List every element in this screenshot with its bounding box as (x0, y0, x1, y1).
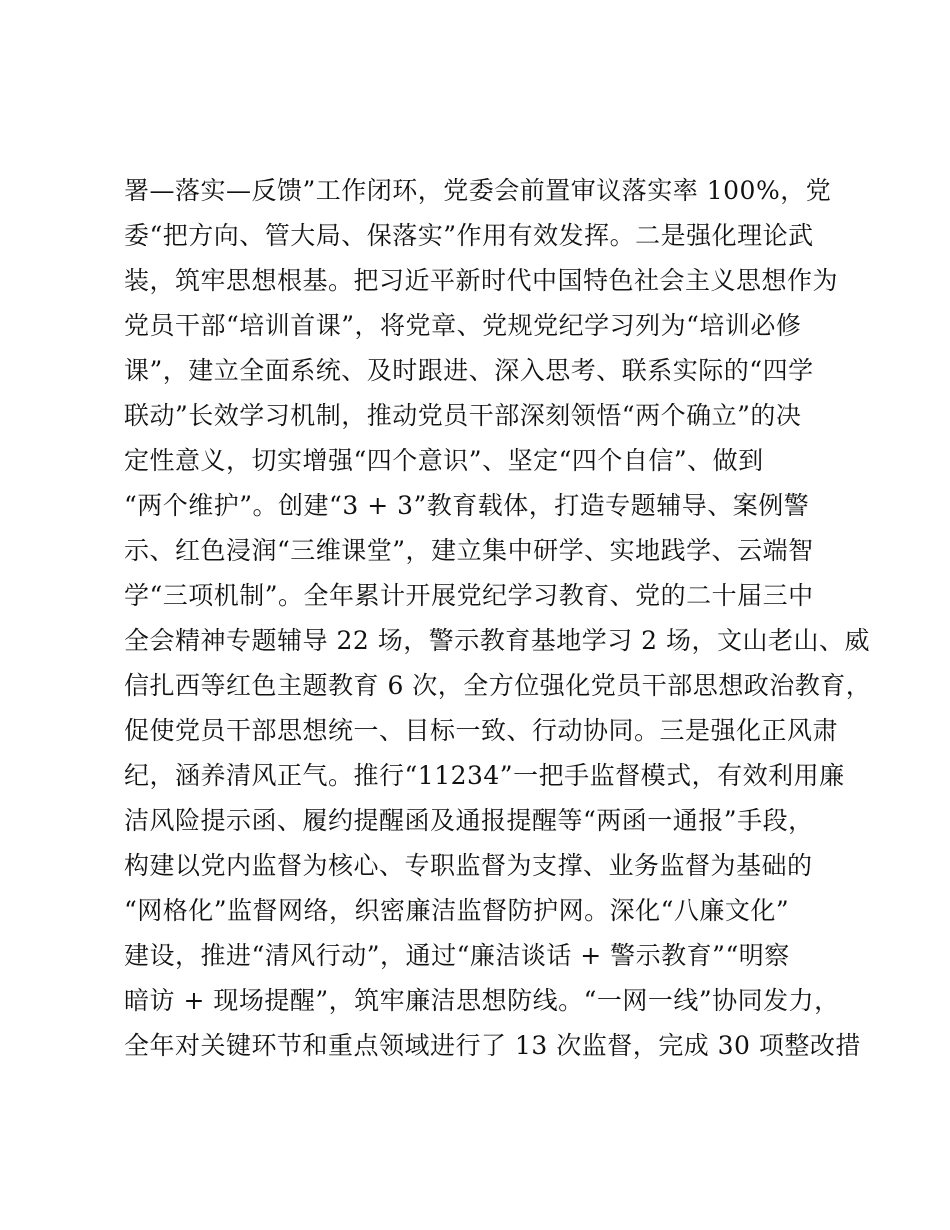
text-line: 联动”长效学习机制，推动党员干部深刻领悟“两个确立”的决 (124, 401, 802, 430)
text-line: 建设，推进“清风行动”，通过“廉洁谈话 + 警示教育”“明察 (124, 941, 790, 970)
text-line: “网格化”监督网络，织密廉洁监督防护网。深化“八廉文化” (124, 896, 790, 925)
text-line: 学“三项机制”。全年累计开展党纪学习教育、党的二十届三中 (124, 581, 814, 610)
text-line: 定性意义，切实增强“四个意识”、坚定“四个自信”、做到 (124, 446, 764, 475)
text-line: 构建以党内监督为核心、专职监督为支撑、业务监督为基础的 (124, 851, 813, 880)
text-line: 纪，涵养清风正气。推行“11234”一把手监督模式，有效利用廉 (124, 761, 845, 790)
text-line: 全年对关键环节和重点领域进行了 13 次监督，完成 30 项整改措 (124, 1031, 861, 1060)
text-line: 党员干部“培训首课”，将党章、党规党纪学习列为“培训必修 (124, 311, 802, 340)
text-line: 署—落实—反馈”工作闭环，党委会前置审议落实率 100%，党 (124, 176, 832, 205)
text-line: 示、红色浸润“三维课堂”，建立集中研学、实地践学、云端智 (124, 536, 814, 565)
text-line: 洁风险提示函、履约提醒函及通报提醒等“两函一通报”手段， (124, 806, 814, 835)
text-line: 全会精神专题辅导 22 场，警示教育基地学习 2 场，文山老山、威 (124, 626, 871, 655)
text-line: 课”，建立全面系统、及时跟进、深入思考、联系实际的“四学 (124, 356, 814, 385)
text-line: 暗访 + 现场提醒”，筑牢廉洁思想防线。“一网一线”协同发力， (124, 986, 840, 1015)
text-line: 信扎西等红色主题教育 6 次，全方位强化党员干部思想政治教育， (124, 671, 872, 700)
text-line: 促使党员干部思想统一、目标一致、行动协同。三是强化正风肃 (124, 716, 839, 745)
text-line: “两个维护”。创建“3 + 3”教育载体，打造专题辅导、案例警 (124, 491, 810, 520)
text-line: 委“把方向、管大局、保落实”作用有效发挥。二是强化理论武 (124, 221, 814, 250)
body-paragraph (124, 168, 872, 1068)
text-line: 装，筑牢思想根基。把习近平新时代中国特色社会主义思想作为 (124, 266, 839, 295)
